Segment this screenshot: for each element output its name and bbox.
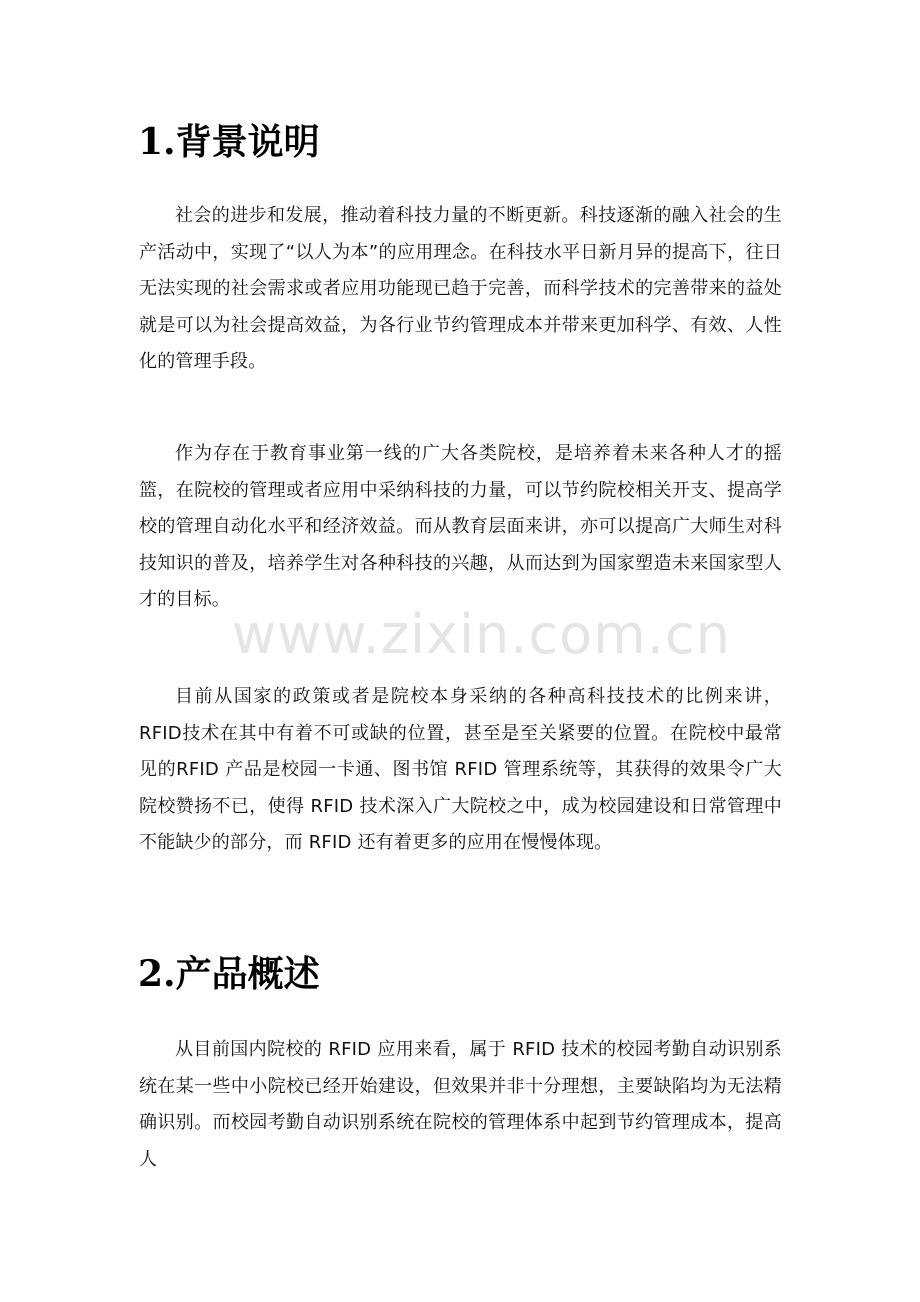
section-1-paragraph-3: 目前从国家的政策或者是院校本身采纳的各种高科技技术的比例来讲，RFID技术在其中有着不可或缺的位置，甚至是至关紧要的位置。在院校中最常见的RFID 产品是校园一卡通、图书馆 RFID 管理系统等，其获得的效果令广大院校赞扬不已，使得 RFID 技术深入广大院校之中，成为校园建设和日常管理中不能缺少的部分，而 RFID 还有着更多的应用在慢慢体现。 bbox=[139, 686, 782, 853]
watermark: www.zixin.com.cn bbox=[232, 603, 731, 666]
section-1-paragraph-2: 作为存在于教育事业第一线的广大各类院校，是培养着未来各种人才的摇篮，在院校的管理或者应用中采纳科技的力量，可以节约院校相关开支、提高学校的管理自动化水平和经济效益。而从教育层面来讲，亦可以提高广大师生对科技知识的普及，培养学生对各种科技的兴趣，从而达到为国家塑造未来国家型人才的目标。 bbox=[139, 443, 782, 610]
section-1-heading: 1.背景说明 bbox=[138, 121, 320, 163]
section-1-paragraph-1: 社会的进步和发展，推动着科技力量的不断更新。科技逐渐的融入社会的生产活动中，实现了“以人为本”的应用理念。在科技水平日新月异的提高下，往日无法实现的社会需求或者应用功能现已趋于完善，而科学技术的完善带来的益处就是可以为社会提高效益，为各行业节约管理成本并带来更加科学、有效、人性化的管理手段。 bbox=[139, 205, 782, 372]
section-2-heading: 2.产品概述 bbox=[138, 953, 320, 995]
section-2-paragraph-1: 从目前国内院校的 RFID 应用来看，属于 RFID 技术的校园考勤自动识别系统在某一些中小院校已经开始建设，但效果并非十分理想，主要缺陷均为无法精确识别。而校园考勤自动识别系统在院校的管理体系中起到节约管理成本，提高人 bbox=[139, 1039, 782, 1170]
